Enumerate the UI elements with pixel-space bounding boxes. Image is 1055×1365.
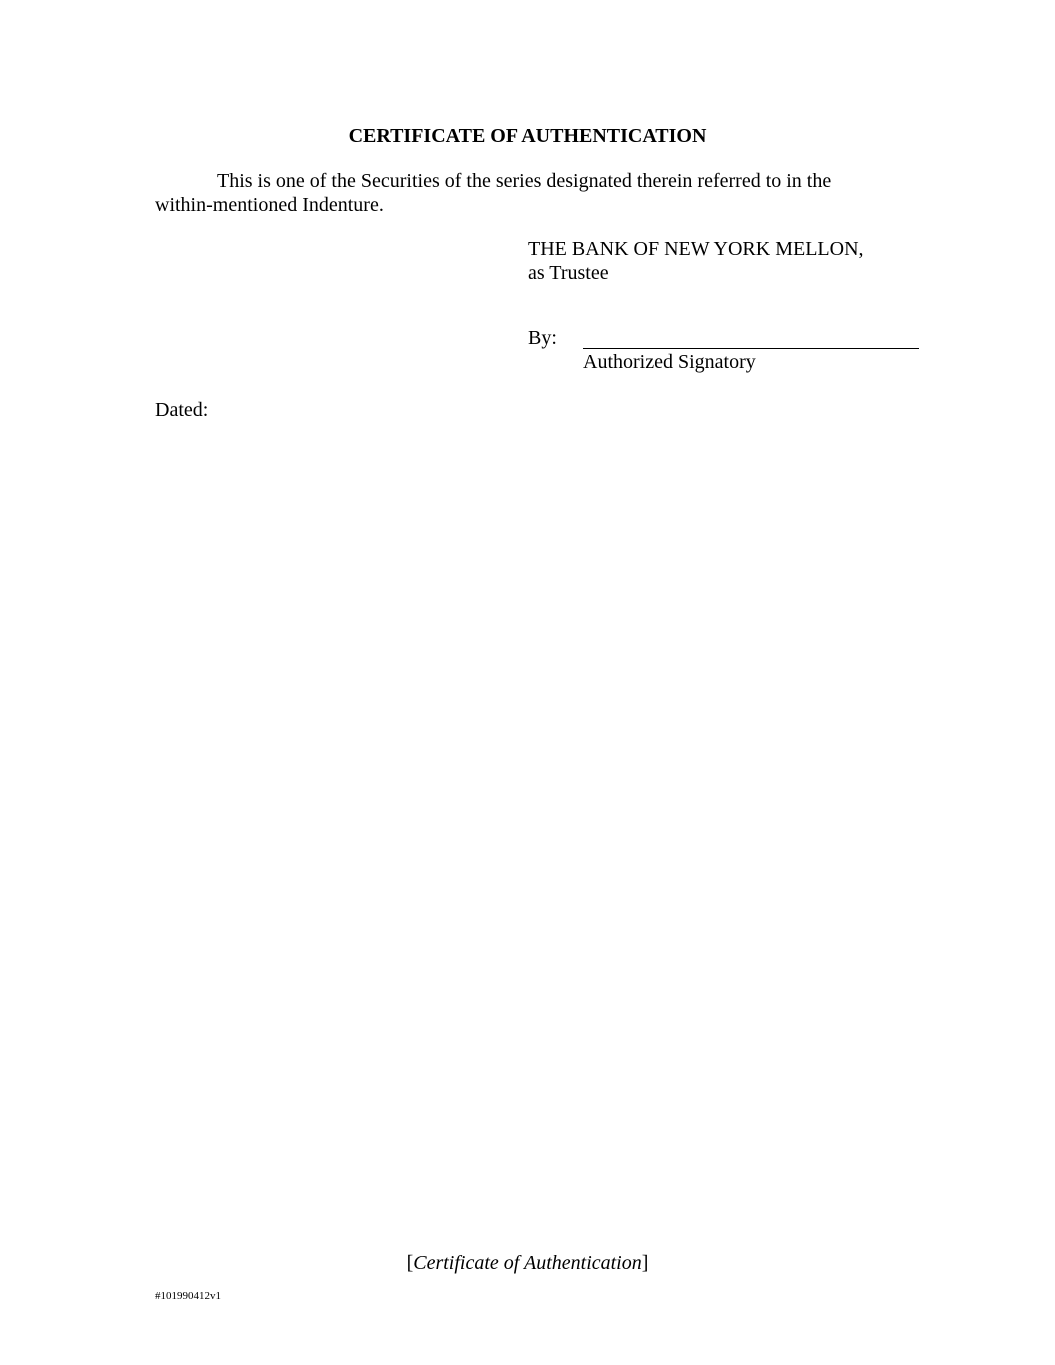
signature-line: [583, 348, 919, 349]
trustee-role: as Trustee: [528, 262, 609, 284]
dated-label: Dated:: [155, 399, 209, 421]
footer-open-bracket: [: [406, 1252, 414, 1274]
by-label: By:: [528, 327, 557, 349]
footer-title: Certificate of Authentication: [413, 1252, 642, 1274]
signature-caption: Authorized Signatory: [583, 351, 756, 373]
footer-close-bracket: ]: [641, 1252, 649, 1274]
document-id: #101990412v1: [155, 1290, 221, 1302]
body-text: This is one of the Securities of the series designated therein referred to in the within-mentioned Indenture.: [155, 170, 832, 216]
document-title: CERTIFICATE OF AUTHENTICATION: [348, 125, 707, 147]
page-footer: [0, 1251, 1055, 1275]
body-paragraph: [155, 169, 875, 217]
trustee-name: THE BANK OF NEW YORK MELLON,: [528, 238, 864, 260]
